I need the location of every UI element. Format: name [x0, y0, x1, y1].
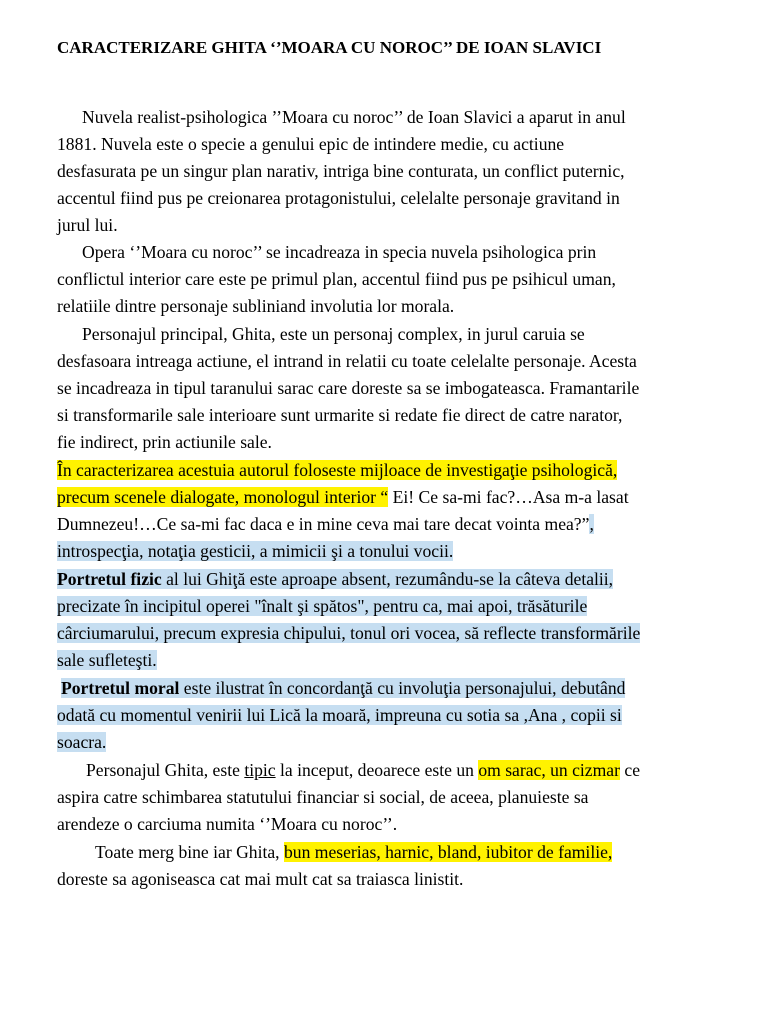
paragraph-3-line-2: desfasoara intreaga actiune, el intrand in relatii cu toate celelalte personaje. Acesta [57, 351, 637, 371]
yellow-highlight: om sarac, un cizmar [478, 760, 620, 780]
paragraph-4-line-3 [57, 513, 594, 535]
paragraph-4-line-4 [57, 540, 453, 562]
yellow-highlight: precum scenele dialogate, monologul interior “ [57, 487, 389, 507]
paragraph-5-line-1 [57, 568, 613, 590]
paragraph-1-line-1: Nuvela realist-psihologica ’’Moara cu noroc’’ de Ioan Slavici a aparut in anul [82, 107, 626, 127]
paragraph-7-line-2: aspira catre schimbarea statutului financiar si social, de aceea, planuieste sa [57, 787, 589, 807]
paragraph-4-line-1 [57, 459, 617, 481]
blue-highlight: al lui Ghiţă este aproape absent, rezumându-se la câteva detalii, [161, 569, 614, 589]
paragraph-3-line-1: Personajul principal, Ghita, este un personaj complex, in jurul caruia se [82, 324, 585, 344]
paragraph-6-line-2 [57, 704, 622, 726]
paragraph-3-line-5: fie indirect, prin actiunile sale. [57, 432, 272, 452]
paragraph-3-line-4: si transformarile sale interioare sunt urmarite si redate fie direct de catre narator, [57, 405, 623, 425]
portret-fizic-heading: Portretul fizic [57, 569, 162, 589]
blue-highlight: cârciumarului, precum expresia chipului, tonul ori vocea, să reflecte transformările [57, 623, 641, 643]
text-run: ce [619, 760, 641, 780]
paragraph-2-line-1: Opera ‘’Moara cu noroc’’ se incadreaza in specia nuvela psihologica prin [82, 242, 597, 262]
paragraph-1-line-3: desfasurata pe un singur plan narativ, intriga bine conturata, un conflict puternic, [57, 161, 625, 181]
blue-highlight: odată cu momentul venirii lui Lică la moară, impreuna cu sotia sa ,Ana , copii si [57, 705, 622, 725]
paragraph-1-line-4: accentul fiind pus pe creionarea protagonistului, celelalte personaje gravitand in [57, 188, 620, 208]
yellow-highlight: bun meserias, harnic, bland, iubitor de familie, [283, 842, 613, 862]
quote-text: Dumnezeu!…Ce sa-mi fac daca e in mine ceva mai tare decat vointa mea?” [57, 514, 590, 534]
yellow-highlight: În caracterizarea acestuia autorul foloseste mijloace de investigaţie psihologică, [57, 460, 618, 480]
document-title: CARACTERIZARE GHITA ‘’MOARA CU NOROC’’ DE IOAN SLAVICI [57, 38, 602, 57]
blue-highlight: , [589, 514, 594, 534]
blue-highlight: sale sufleteşti. [57, 650, 157, 670]
paragraph-7-line-3: arendeze o carciuma numita ‘’Moara cu noroc’’. [57, 814, 398, 834]
paragraph-4-line-2 [57, 486, 629, 508]
paragraph-5-line-3 [57, 622, 640, 644]
text-run: Toate merg bine iar Ghita, [95, 842, 284, 862]
paragraph-8-line-2: doreste sa agoniseasca cat mai mult cat sa traiasca linistit. [57, 869, 464, 889]
text-run: la inceput, deoarece este un [275, 760, 479, 780]
paragraph-7-line-1 [86, 759, 640, 781]
paragraph-1-line-5: jurul lui. [57, 215, 118, 235]
paragraph-5-line-2 [57, 595, 587, 617]
blue-highlight: soacra. [57, 732, 107, 752]
paragraph-8-line-1 [95, 841, 612, 863]
paragraph-1-line-2: 1881. Nuvela este o specie a genului epic de intindere medie, cu actiune [57, 134, 565, 154]
paragraph-6-line-3 [57, 731, 106, 753]
blue-highlight: precizate în incipitul operei "înalt şi spătos", pentru ca, mai apoi, trăsăturile [57, 596, 588, 616]
underlined-word: tipic [244, 760, 276, 780]
paragraph-5-line-4 [57, 649, 157, 671]
quote-text: Ei! Ce sa-mi fac?…Asa m-a lasat [388, 487, 629, 507]
paragraph-3-line-3: se incadreaza in tipul taranului sarac care doreste sa se imbogateasca. Framantarile [57, 378, 640, 398]
paragraph-2-line-3: relatiile dintre personaje subliniand involutia lor morala. [57, 296, 455, 316]
blue-highlight: este ilustrat în concordanţă cu involuţia personajului, debutând [179, 678, 626, 698]
text-run: Personajul Ghita, este [86, 760, 245, 780]
portret-moral-heading: Portretul moral [61, 678, 180, 698]
paragraph-6-line-1 [61, 677, 625, 699]
blue-highlight: introspecţia, notaţia gesticii, a mimicii şi a tonului vocii. [57, 541, 454, 561]
paragraph-2-line-2: conflictul interior care este pe primul plan, accentul fiind pus pe psihicul uman, [57, 269, 616, 289]
